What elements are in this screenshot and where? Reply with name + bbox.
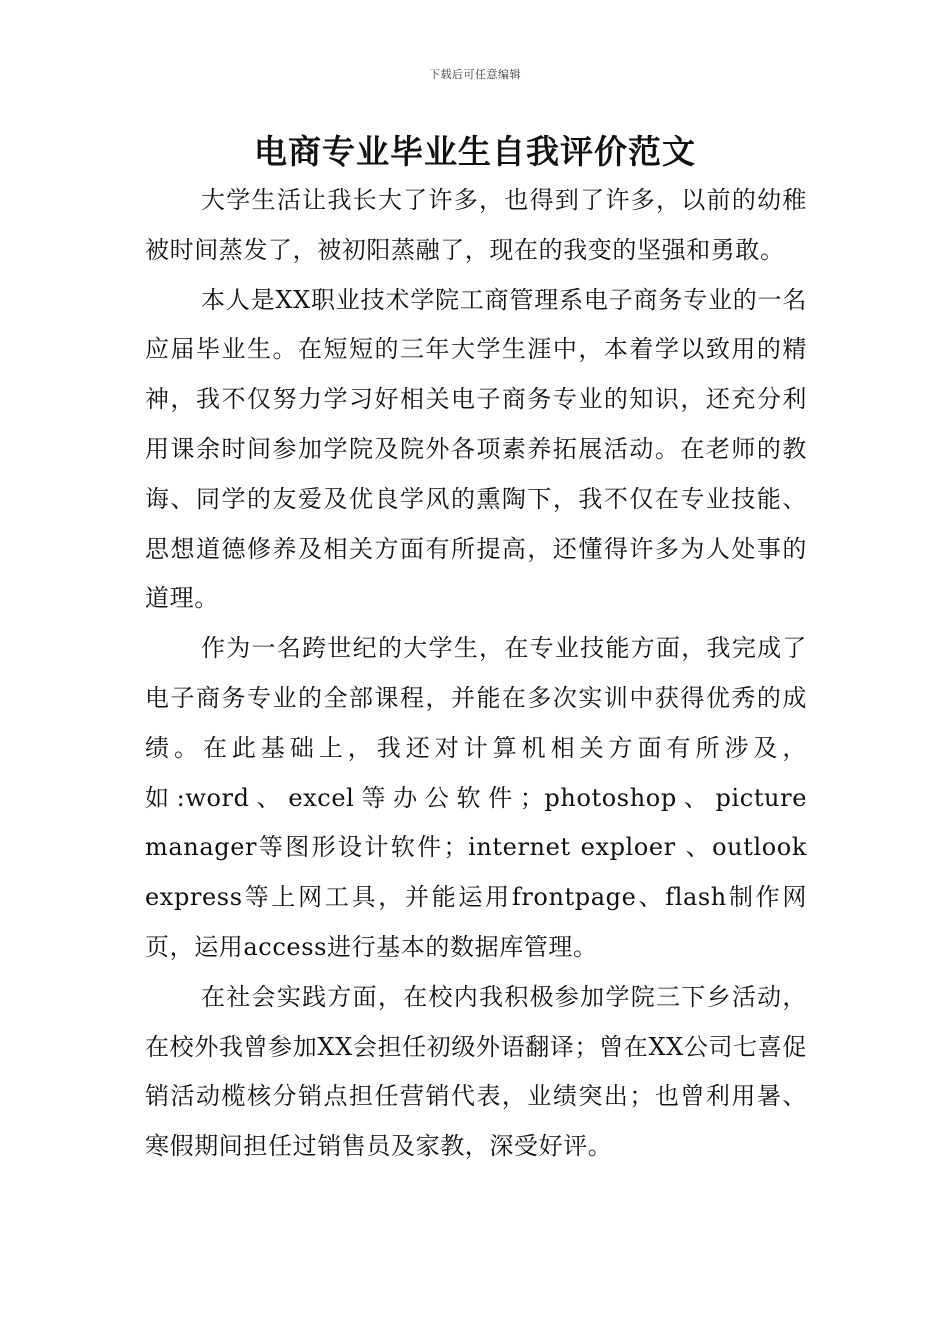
header-note: 下载后可任意编辑 <box>429 68 521 81</box>
document-title: 电商专业毕业生自我评价范文 <box>254 132 696 171</box>
paragraph-professional-skills: 作为一名跨世纪的大学生，在专业技能方面，我完成了电子商务专业的全部课程，并能在多次实训中获得优秀的成绩。在此基础上，我还对计算机相关方面有所涉及，如:word、excel等办公软件；photoshop、picture manager等图形设计软件；internet exploer 、outlook express等上网工具，并能运用frontpage、flash制作网页，运用access进行基本的数据库管理。 <box>145 634 807 961</box>
paragraph-intro: 大学生活让我长大了许多，也得到了许多，以前的幼稚被时间蒸发了，被初阳蒸融了，现在的我变的坚强和勇敢。 <box>145 186 807 264</box>
paragraph-background: 本人是XX职业技术学院工商管理系电子商务专业的一名应届毕业生。在短短的三年大学生涯中，本着学以致用的精神，我不仅努力学习好相关电子商务专业的知识，还充分利用课余时间参加学院及院外各项素养拓展活动。在老师的教诲、同学的友爱及优良学风的熏陶下，我不仅在专业技能、思想道德修养及相关方面有所提高，还懂得许多为人处事的道理。 <box>145 285 807 613</box>
paragraph-social-practice: 在社会实践方面，在校内我积极参加学院三下乡活动，在校外我曾参加XX会担任初级外语翻译；曾在XX公司七喜促销活动榄核分销点担任营销代表，业绩突出；也曾利用暑、寒假期间担任过销售员及家教，深受好评。 <box>145 982 807 1161</box>
document-body <box>145 176 807 1172</box>
